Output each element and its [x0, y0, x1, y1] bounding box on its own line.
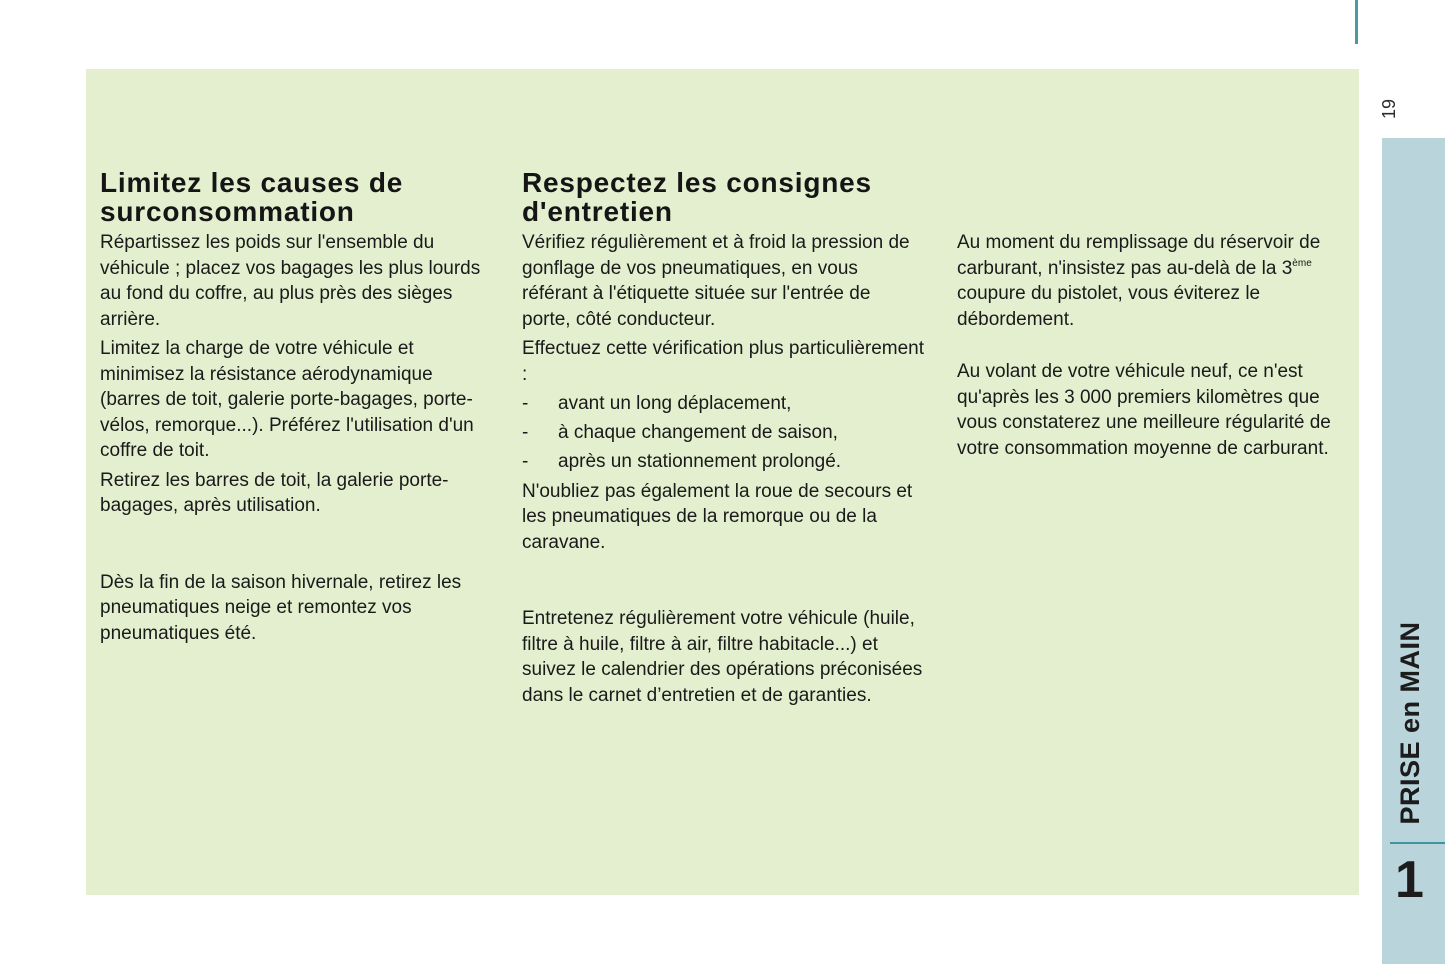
section-tab-label: PRISE en MAIN — [1395, 621, 1425, 825]
column-overconsumption — [100, 168, 485, 650]
list-dash: - — [522, 393, 529, 414]
paragraph-check-occasions: Effectuez cette vérification plus particulièrement : — [522, 338, 925, 385]
refuelling-text-end: coupure du pistolet, vous éviterez le débordement. — [957, 283, 1261, 330]
paragraph-remove-roof-bars: Retirez les barres de toit, la galerie porte-bagages, après utilisation. — [100, 469, 449, 516]
list-item — [522, 449, 924, 475]
list-item — [522, 420, 924, 446]
paragraph-tyre-pressure: Vérifiez régulièrement et à froid la pression de gonflage de vos pneumatiques, en vous référant à l'étiquette située sur l'entrée de porte, côté conducteur. — [522, 232, 910, 330]
column-maintenance — [522, 168, 924, 712]
top-edge-rule — [1355, 0, 1358, 44]
column-tips — [957, 230, 1342, 465]
paragraph-spare-wheel: N'oubliez pas également la roue de secours et les pneumatiques de la remorque ou de la caravane. — [522, 480, 913, 553]
paragraph-service-schedule: Entretenez régulièrement votre véhicule (huile, filtre à huile, filtre à air, filtre habitacle...) et suivez le calendrier des opérations préconisées dans le carnet d’entretien et de garanties. — [522, 608, 923, 706]
refuelling-text-start: Au moment du remplissage du réservoir de carburant, n'insistez pas au-delà de la — [957, 232, 1321, 279]
list-dash: - — [522, 451, 529, 472]
paragraph-refuelling — [957, 230, 1342, 332]
list-item-text: avant un long déplacement, — [558, 393, 792, 414]
check-occasions-list — [522, 391, 924, 475]
list-item-text: après un stationnement prolongé. — [558, 451, 842, 472]
paragraph-winter-tyres: Dès la fin de la saison hivernale, retirez les pneumatiques neige et remontez vos pneumatiques été. — [100, 571, 462, 644]
section-tab-number: 1 — [1395, 851, 1424, 909]
paragraph-new-vehicle: Au volant de votre véhicule neuf, ce n'est qu'après les 3 000 premiers kilomètres que vous constaterez une meilleure régularité de votre consommation moyenne de carburant. — [957, 361, 1331, 459]
refuelling-ordinal-suffix: ème — [1292, 257, 1312, 269]
page-number: 19 — [1379, 98, 1399, 120]
list-item — [522, 391, 924, 417]
list-item-text: à chaque changement de saison, — [558, 422, 838, 443]
list-dash: - — [522, 422, 529, 443]
heading-maintenance: Respectez les consignes d'entretien — [522, 167, 872, 227]
section-tab-rule — [1390, 842, 1445, 844]
refuelling-ordinal: 3 — [1281, 257, 1293, 279]
paragraph-weight-distribution: Répartissez les poids sur l'ensemble du véhicule ; placez vos bagages les plus lourds au fond du coffre, au plus près des sièges arrière. — [100, 232, 481, 330]
paragraph-load-aerodynamics: Limitez la charge de votre véhicule et minimisez la résistance aérodynamique (barres de toit, galerie porte-bagages, porte-vélos, remorque...). Préférez l'utilisation d'un coffre de toit. — [100, 338, 474, 461]
heading-overconsumption: Limitez les causes de surconsommation — [100, 167, 404, 227]
